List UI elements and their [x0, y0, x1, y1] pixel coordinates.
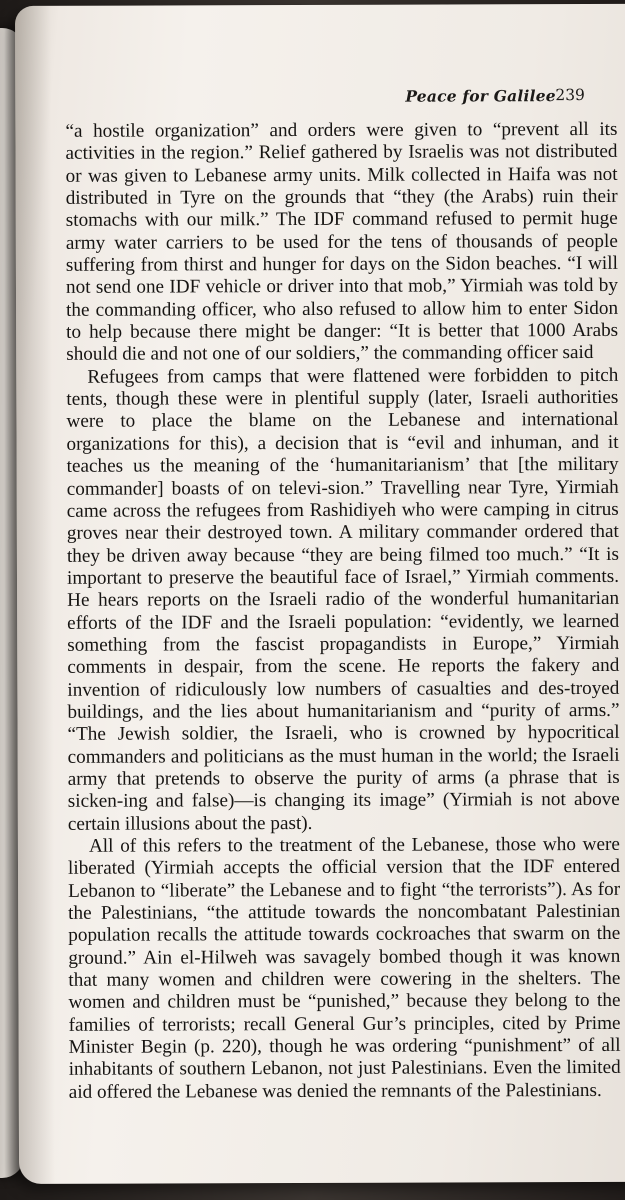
page-header — [405, 86, 615, 111]
paragraph-3: All of this refers to the treatment of the Lebanese, those who were liberated (Yirmiah accepts the official version that the IDF entered Lebanon to “liberate” the Lebanese and to fight “the terrorists”). As for the Palestinians, “the attitude towards the noncombatant Palestinian population recalls the attitude towards cockroaches that swarm on the ground.” Ain el-Hilweh was savagely bombed though it was known that many women and children were cowering in the shelters. The women and children must be “punished,” because they belong to the families of terrorists; recall General Gur’s principles, cited by Prime Minister Begin (p. 220), though he was ordering “punishment” of all inhabitants of southern Lebanon, not just Palestinians. Even the limited aid offered the Lebanese was denied the remnants of the Palestinians. — [67, 833, 621, 1103]
body-text — [65, 119, 620, 1104]
book-page — [15, 4, 625, 1184]
paragraph-1: “a hostile organization” and orders were given to “prevent all its activities in the region.” Relief gathered by Israelis was not distributed or was given to Lebanese army units. Milk collected in Haifa was not distributed in Tyre on the grounds that “they (the Arabs) ruin their stomachs with our milk.” The IDF command refused to permit huge army water carriers to be used for the tens of thousands of people suffering from thirst and hunger for days on the Sidon beaches. “I will not send one IDF vehicle or driver into that mob,” Yirmiah was told by the commanding officer, who also refused to allow him to enter Sidon to help because there might be danger: “It is better that 1000 Arabs should die and not one of our soldiers,” the commanding officer said — [65, 118, 619, 366]
page-number: 239 — [555, 86, 585, 105]
running-title: Peace for Galilee — [405, 86, 556, 106]
paragraph-2: Refugees from camps that were flattened were forbidden to pitch tents, though these were in plentiful supply (later, Israeli authorities were to place the blame on the Lebanese and international organizations for this), a decision that is “evil and inhuman, and it teaches us the meaning of the ‘humanitarianism’ that [the military commander] boasts of on televi-sion.” Travelling near Tyre, Yirmiah came across the refugees from Rashidiyeh who were camping in citrus groves near their destroyed town. A military commander ordered that they be driven away because “they are being filmed too much.” “It is important to preserve the beautiful face of Israel,” Yirmiah comments. He hears reports on the Israeli radio of the wonderful humanitarian efforts of the IDF and the Israeli population: “evidently, we learned something from the fascist propagandists in Europe,” Yirmiah comments in despair, from the scene. He reports the fakery and invention of ridiculously low numbers of casualties and des-troyed buildings, and the lies about humanitarianism and “purity of arms.” “The Jewish soldier, the Israeli, who is crowned by hypocritical commanders and politicians as the must human in the world; the Israeli army that pretends to observe the purity of arms (a phrase that is sicken-ing and false)—is changing its image” (Yirmiah is not above certain illusions about the past). — [66, 364, 620, 835]
